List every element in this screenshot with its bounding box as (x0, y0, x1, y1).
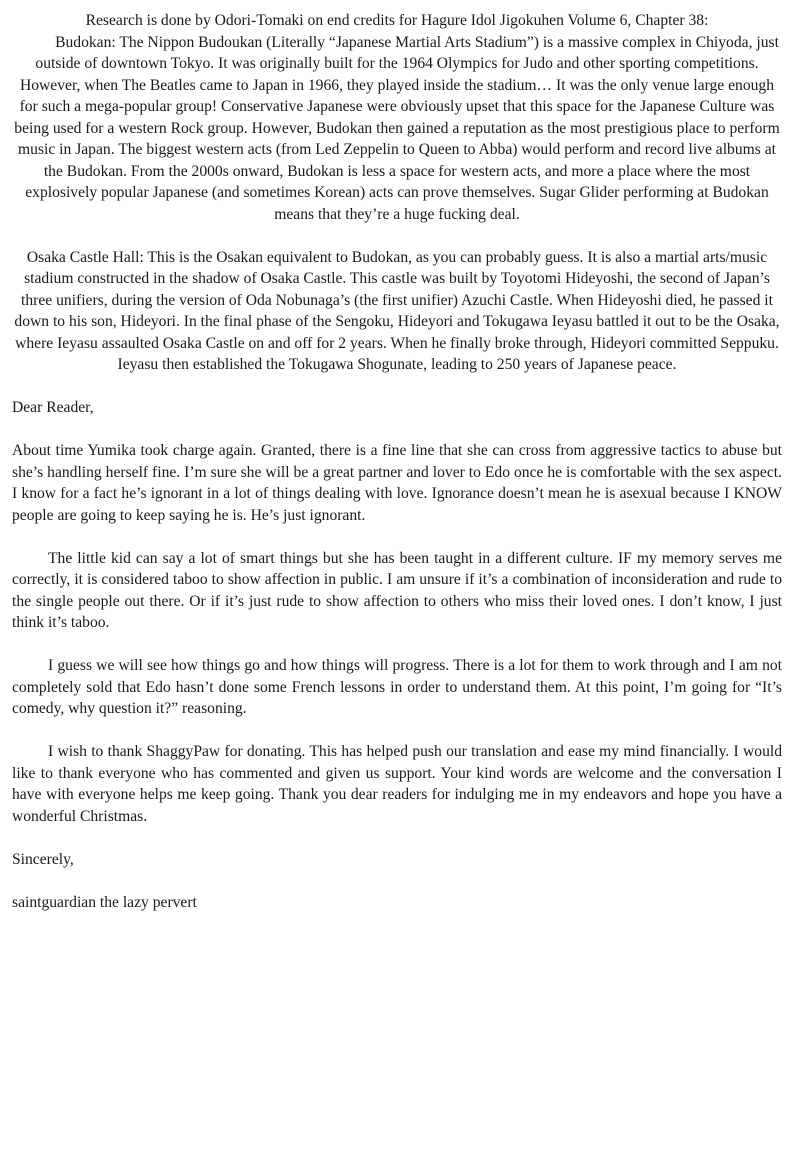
spacer (12, 870, 782, 892)
spacer (12, 526, 782, 548)
letter-paragraph-1: About time Yumika took charge again. Granted, there is a fine line that she can cross from aggressive tactics to abuse but she’s handling herself fine. I’m sure she will be a great partner and lover to Edo once he is comfortable with the sex aspect. I know for a fact he’s ignorant in a lot of things dealing with love. Ignorance doesn’t mean he is asexual because I KNOW people are going to keep saying he is. He’s just ignorant. (12, 442, 782, 524)
spacer (12, 376, 782, 398)
spacer (12, 634, 782, 656)
spacer (12, 720, 782, 742)
spacer (12, 225, 782, 247)
osaka-castle-hall-note: Osaka Castle Hall: This is the Osakan equivalent to Budokan, as you can probably guess. It is also a martial arts/music stadium constructed in the shadow of Osaka Castle. This castle was built by Toyotomi Hideyoshi, the second of Japan’s three unifiers, during the version of Oda Nobunaga’s (the first unifier) Azuchi Castle. When Hideyoshi died, he passed it down to his son, Hideyori. In the final phase of the Sengoku, Hideyori and Tokugawa Ieyasu battled it out to be the Osaka, where Ieyasu assaulted Osaka Castle on and off for 2 years. When he finally broke through, Hideyori committed Seppuku. Ieyasu then established the Tokugawa Shogunate, leading to 250 years of Japanese peace. (14, 248, 780, 373)
closing: Sincerely, (12, 850, 74, 868)
research-credit-line: Research is done by Odori-Tomaki on end credits for Hagure Idol Jigokuhen Volume 6, Chapter 38: (85, 12, 709, 29)
letter-paragraph-4: I wish to thank ShaggyPaw for donating. This has helped push our translation and ease my mind financially. I would like to thank everyone who has commented and given us support. Your kind words are welcome and the conversation I have with everyone helps me keep going. Thank you dear readers for indulging me in my endeavors and hope you have a wonderful Christmas. (12, 743, 782, 825)
letter-paragraph-3: I guess we will see how things go and how things will progress. There is a lot for them to work through and I am not completely sold that Edo hasn’t done some French lessons in order to understand them. At this point, I’m going for “It’s comedy, why question it?” reasoning. (12, 657, 782, 717)
signature: saintguardian the lazy pervert (12, 893, 197, 911)
spacer (12, 827, 782, 849)
letter-page (12, 10, 782, 913)
budokan-note: Budokan: The Nippon Budoukan (Literally “Japanese Martial Arts Stadium”) is a massive complex in Chiyoda, just outside of downtown Tokyo. It was originally built for the 1964 Olympics for Judo and other sporting competitions. However, when The Beatles came to Japan in 1966, they played inside the stadium… It was the only venue large enough for such a mega-popular group! Conservative Japanese were obviously upset that this space for the Japanese Culture was being used for a western Rock group. However, Budokan then gained a reputation as the most prestigious place to perform music in Japan. The biggest western acts (from Led Zeppelin to Queen to Abba) would perform and record live albums at the Budokan. From the 2000s onward, Budokan is less a space for western acts, and more a place where the most explosively popular Japanese (and sometimes Korean) acts can prove themselves. Sugar Glider performing at Budokan means that they’re a huge fucking deal. (14, 33, 780, 223)
letter-paragraph-2: The little kid can say a lot of smart things but she has been taught in a different culture. IF my memory serves me correctly, it is considered taboo to show affection in public. I am unsure if it’s a combination of inconsideration and rude to the single people out there. Or if it’s just rude to show affection to others who miss their loved ones. I don’t know, I just think it’s taboo. (12, 549, 782, 631)
salutation: Dear Reader, (12, 399, 94, 416)
spacer (12, 419, 782, 441)
